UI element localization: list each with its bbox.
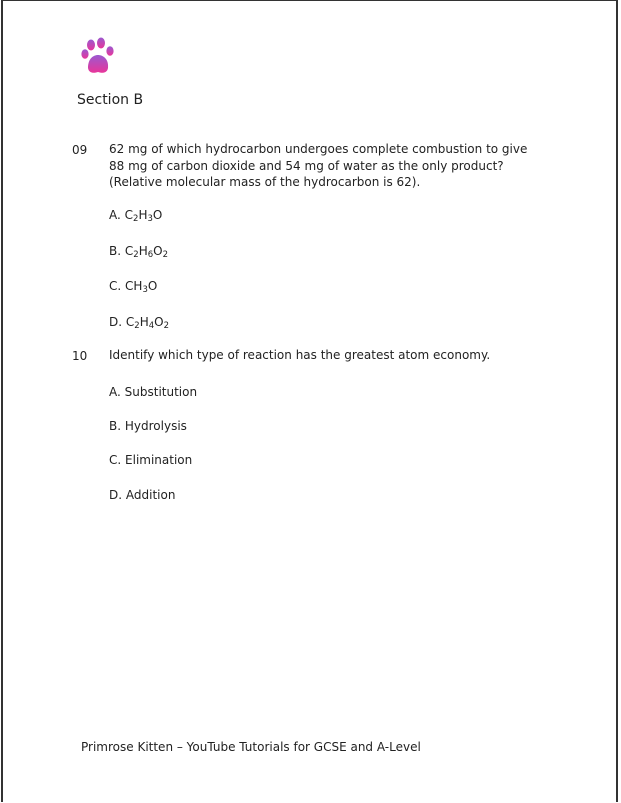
question-line: (Relative molecular mass of the hydrocarbon is 62).: [109, 175, 421, 189]
section-title: Section B: [77, 92, 144, 108]
option-09-d[interactable]: D. $C_2H_4O_2$: [109, 315, 170, 331]
option-10-c[interactable]: C. Elimination: [109, 453, 193, 467]
question-text-09: [109, 141, 549, 191]
option-09-c[interactable]: C. $CH_3O$: [109, 279, 158, 295]
formula: $CH_3O$: [125, 279, 158, 295]
option-10-d[interactable]: D. Addition: [109, 488, 176, 502]
formula: $C_2H_3O$: [124, 208, 163, 224]
option-10-b[interactable]: B. Hydrolysis: [109, 419, 187, 433]
option-10-a[interactable]: A. Substitution: [109, 385, 198, 399]
option-09-a[interactable]: A. $C_2H_3O$: [109, 208, 163, 224]
footer-text: Primrose Kitten – YouTube Tutorials for GCSE and A-Level: [81, 740, 421, 754]
page-border: [1, 0, 618, 802]
formula: $C_2H_6O_2$: [124, 244, 169, 260]
option-09-b[interactable]: B. $C_2H_6O_2$: [109, 244, 169, 260]
question-line: 62 mg of which hydrocarbon undergoes complete combustion to give: [109, 142, 528, 156]
question-text-10: Identify which type of reaction has the greatest atom economy.: [109, 348, 491, 362]
question-number-10: 10: [72, 349, 88, 363]
formula: $C_2H_4O_2$: [125, 315, 170, 331]
question-line: 88 mg of carbon dioxide and 54 mg of water as the only product?: [109, 158, 504, 173]
question-number-09: 09: [72, 143, 88, 157]
paw-print-icon: [80, 36, 118, 76]
